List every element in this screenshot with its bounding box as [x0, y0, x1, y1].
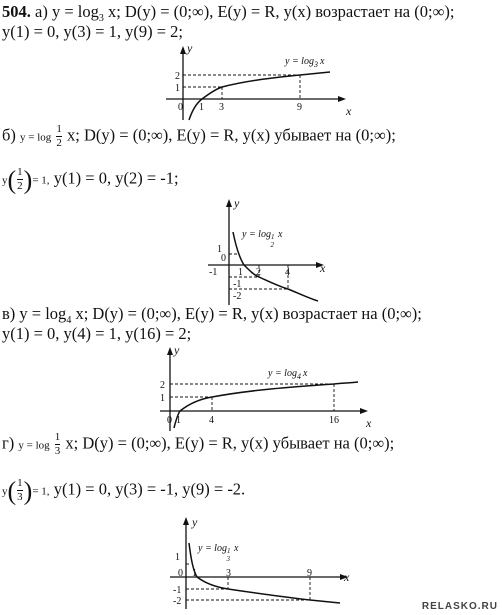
- graph-b-tick-y-neg1: -1: [233, 279, 242, 290]
- graph-c-axis-y: y: [174, 343, 180, 357]
- watermark-text: RELASKO.RU: [421, 601, 498, 612]
- graph-a-tick-y-1: 1: [175, 83, 180, 94]
- graph-d-tick-y-neg1: -1: [173, 585, 182, 596]
- part-b-props: x; D(y) = (0;∞), E(y) = R, y(x) убывает на (0;∞);: [67, 125, 396, 145]
- graph-a-curve-label: $y = \log_3 x$: [285, 56, 325, 69]
- graph-c-tick-x-4: 4: [209, 415, 214, 426]
- part-b-values: y(1) = 0, y(2) = -1;: [53, 168, 179, 188]
- part-d-val-fraction: $\frac{1}{3}$: [17, 477, 23, 503]
- graph-d-axis-x: x: [344, 570, 350, 584]
- graph-a-tick-y-2: 2: [175, 71, 180, 82]
- part-b-val-prefix: y: [2, 174, 8, 187]
- graph-b-axis-y: y: [234, 196, 240, 210]
- graph-a-tick-x-9: 9: [297, 102, 302, 113]
- part-c-base: 4: [66, 315, 72, 326]
- part-a-label: а): [35, 2, 48, 21]
- graph-b-origin: 0: [221, 253, 226, 264]
- graph-c-tick-x-1: 1: [176, 415, 181, 426]
- graph-b-axis-x: x: [320, 261, 326, 275]
- graph-d-tick-x-9: 9: [307, 568, 312, 579]
- part-d-line-2: y( $\frac{1}{3}$ )= 1, y(1) = 0, y(3) = -1, y(9) = -2.: [2, 476, 246, 506]
- graph-c-curve-label: $y = \log_4 x$: [268, 368, 308, 381]
- graph-a-origin: 0: [178, 102, 183, 113]
- part-b-func: y = log: [20, 131, 52, 144]
- graph-d-axis-y: y: [192, 515, 198, 529]
- graph-b-tick-y-neg2: -2: [233, 291, 242, 302]
- graph-b: [0, 195, 502, 310]
- part-a-values: y(1) = 0, y(3) = 1, y(9) = 2;: [2, 22, 183, 41]
- part-b-base-fraction: $\frac{1}{2}$: [56, 123, 62, 149]
- graph-c-tick-y-2: 2: [160, 380, 165, 391]
- part-c-values: y(1) = 0, y(4) = 1, y(16) = 2;: [2, 324, 192, 343]
- graph-c: [0, 343, 502, 433]
- graph-d-tick-y-neg2: -2: [173, 596, 182, 607]
- problem-number: 504.: [2, 2, 31, 21]
- part-d-line-1: [2, 432, 394, 457]
- graph-a: [0, 40, 502, 122]
- part-b-label: б): [2, 125, 16, 145]
- part-b-val-fraction: $\frac{1}{2}$: [17, 166, 23, 192]
- graph-b-tick-x-1: 1: [238, 267, 243, 278]
- graph-d: [0, 513, 502, 613]
- part-d-base-fraction: $\frac{1}{3}$: [54, 431, 61, 457]
- graph-a-axis-y: y: [187, 41, 193, 55]
- graph-b-tick-x-4: 4: [285, 267, 290, 278]
- part-a-props: x; D(y) = (0;∞), E(y) = R, y(x) возрастает на (0;∞);: [107, 2, 455, 21]
- part-b-line-2: y( $\frac{1}{2}$ )= 1, y(1) = 0, y(2) = -1;: [2, 165, 179, 195]
- graph-a-axis-x: x: [346, 104, 352, 118]
- graph-b-tick-x-2: 2: [256, 267, 261, 278]
- part-a-base: 3: [98, 13, 104, 24]
- part-b-line-1: [2, 124, 396, 149]
- graph-d-tick-x-1: 1: [192, 568, 197, 579]
- graph-c-tick-x-16: 16: [329, 415, 339, 426]
- part-d-props: x; D(y) = (0;∞), E(y) = R, y(x) убывает на (0;∞);: [65, 433, 395, 453]
- part-c-label: в): [2, 304, 16, 323]
- graph-d-tick-y-1: 1: [175, 552, 180, 563]
- graph-d-origin: 0: [178, 568, 183, 579]
- graph-a-tick-x-1: 1: [199, 102, 204, 113]
- part-d-val-prefix: y: [2, 485, 8, 498]
- part-b-val-result: = 1,: [32, 174, 50, 187]
- graph-d-tick-x-3: 3: [226, 568, 231, 579]
- part-d-label: г): [2, 433, 15, 453]
- part-d-func: y = log: [18, 439, 50, 452]
- part-d-values: y(1) = 0, y(3) = -1, y(9) = -2.: [53, 479, 246, 499]
- graph-b-tick-x-neg1: -1: [209, 267, 218, 278]
- graph-b-tick-y-1: 1: [217, 244, 222, 255]
- part-d-val-result: = 1,: [32, 485, 50, 498]
- graph-c-axis-x: x: [366, 416, 372, 430]
- graph-d-curve-label: $y = \log_1 3x$: [198, 543, 239, 563]
- graph-b-curve-label: $y = \log_1 2x$: [242, 229, 283, 249]
- graph-c-tick-y-1: 1: [160, 393, 165, 404]
- graph-c-origin: 0: [167, 415, 172, 426]
- graph-a-tick-x-3: 3: [219, 102, 224, 113]
- part-c-props: x; D(y) = (0;∞), E(y) = R, y(x) возрастает на (0;∞);: [75, 304, 422, 323]
- part-c-func: y = log: [19, 304, 67, 323]
- part-a-func: y = log: [51, 2, 99, 21]
